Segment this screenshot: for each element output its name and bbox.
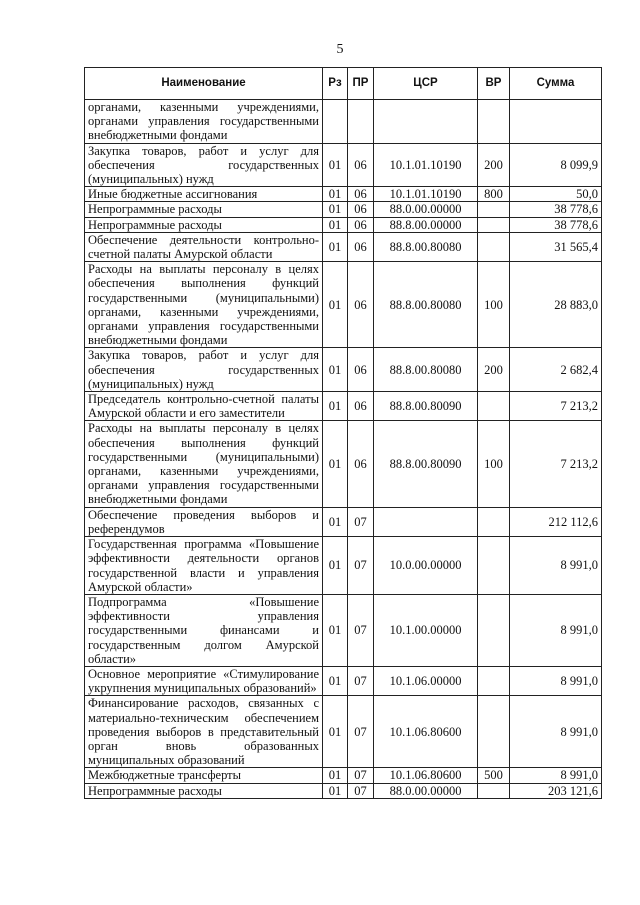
- header-name: Наименование: [85, 68, 323, 100]
- cell-csr: 10.1.06.80600: [374, 696, 478, 768]
- table-row: [85, 696, 602, 768]
- cell-sum: 8 991,0: [510, 666, 602, 695]
- table-header-row: [85, 68, 602, 100]
- table-row: [85, 217, 602, 232]
- cell-csr: 10.1.06.00000: [374, 666, 478, 695]
- cell-name: Расходы на выплаты персоналу в целях обеспечения выполнения функций государственными (муниципальными) органами, казенными учреждениями, органами управления государственными внебюджетными фондами: [85, 262, 323, 348]
- cell-pr: 06: [348, 262, 374, 348]
- cell-pr: 07: [348, 666, 374, 695]
- cell-sum: 203 121,6: [510, 783, 602, 798]
- cell-sum: 28 883,0: [510, 262, 602, 348]
- table-row: [85, 143, 602, 187]
- cell-sum: 8 991,0: [510, 768, 602, 783]
- cell-pr: 07: [348, 507, 374, 536]
- cell-pr: 06: [348, 202, 374, 217]
- cell-vr: 200: [478, 348, 510, 392]
- budget-table: [84, 67, 602, 799]
- cell-vr: [478, 232, 510, 261]
- cell-name: Непрограммные расходы: [85, 202, 323, 217]
- cell-vr: [478, 537, 510, 595]
- cell-pr: 06: [348, 187, 374, 202]
- cell-sum: 38 778,6: [510, 217, 602, 232]
- cell-vr: [478, 100, 510, 144]
- header-csr: ЦСР: [374, 68, 478, 100]
- cell-sum: [510, 100, 602, 144]
- table-row: [85, 666, 602, 695]
- cell-rz: 01: [323, 696, 348, 768]
- cell-name: Непрограммные расходы: [85, 783, 323, 798]
- cell-rz: 01: [323, 217, 348, 232]
- table-row: [85, 783, 602, 798]
- header-vr: ВР: [478, 68, 510, 100]
- cell-vr: 200: [478, 143, 510, 187]
- cell-csr: 88.8.00.80080: [374, 262, 478, 348]
- cell-pr: 06: [348, 143, 374, 187]
- cell-vr: 100: [478, 421, 510, 507]
- cell-csr: 88.8.00.80080: [374, 232, 478, 261]
- cell-name: Обеспечение проведения выборов и референдумов: [85, 507, 323, 536]
- cell-name: Обеспечение деятельности контрольно-счетной палаты Амурской области: [85, 232, 323, 261]
- cell-rz: 01: [323, 421, 348, 507]
- cell-rz: 01: [323, 594, 348, 666]
- table-row: [85, 202, 602, 217]
- header-sum: Сумма: [510, 68, 602, 100]
- cell-name: Закупка товаров, работ и услуг для обеспечения государственных (муниципальных) нужд: [85, 143, 323, 187]
- cell-rz: 01: [323, 537, 348, 595]
- table-row: [85, 100, 602, 144]
- cell-sum: 8 991,0: [510, 594, 602, 666]
- cell-csr: 88.8.00.80080: [374, 348, 478, 392]
- cell-name: Закупка товаров, работ и услуг для обеспечения государственных (муниципальных) нужд: [85, 348, 323, 392]
- cell-name: Подпрограмма «Повышение эффективности управления государственными финансами и государственным долгом Амурской области»: [85, 594, 323, 666]
- cell-pr: 07: [348, 783, 374, 798]
- cell-name: Председатель контрольно-счетной палаты Амурской области и его заместители: [85, 392, 323, 421]
- cell-rz: 01: [323, 202, 348, 217]
- cell-vr: 500: [478, 768, 510, 783]
- cell-csr: 88.8.00.80090: [374, 421, 478, 507]
- cell-csr: 88.8.00.80090: [374, 392, 478, 421]
- cell-pr: 07: [348, 594, 374, 666]
- cell-name: Государственная программа «Повышение эффективности деятельности органов государственной власти и управления Амурской области»: [85, 537, 323, 595]
- cell-csr: 88.0.00.00000: [374, 783, 478, 798]
- cell-sum: 7 213,2: [510, 421, 602, 507]
- cell-vr: [478, 594, 510, 666]
- header-pr: ПР: [348, 68, 374, 100]
- cell-sum: 31 565,4: [510, 232, 602, 261]
- cell-pr: 07: [348, 696, 374, 768]
- cell-vr: [478, 783, 510, 798]
- cell-sum: 8 099,9: [510, 143, 602, 187]
- cell-rz: 01: [323, 348, 348, 392]
- cell-rz: 01: [323, 666, 348, 695]
- cell-sum: 2 682,4: [510, 348, 602, 392]
- cell-pr: 06: [348, 392, 374, 421]
- cell-sum: 212 112,6: [510, 507, 602, 536]
- cell-pr: 07: [348, 768, 374, 783]
- cell-name: Иные бюджетные ассигнования: [85, 187, 323, 202]
- cell-pr: 06: [348, 232, 374, 261]
- cell-csr: 88.8.00.00000: [374, 217, 478, 232]
- cell-sum: 38 778,6: [510, 202, 602, 217]
- cell-rz: 01: [323, 783, 348, 798]
- cell-csr: 10.1.06.80600: [374, 768, 478, 783]
- cell-name: Межбюджетные трансферты: [85, 768, 323, 783]
- cell-vr: [478, 666, 510, 695]
- cell-sum: 8 991,0: [510, 696, 602, 768]
- cell-csr: 10.1.00.00000: [374, 594, 478, 666]
- cell-rz: [323, 100, 348, 144]
- cell-pr: 06: [348, 348, 374, 392]
- cell-rz: 01: [323, 392, 348, 421]
- cell-pr: [348, 100, 374, 144]
- cell-vr: [478, 392, 510, 421]
- cell-vr: 100: [478, 262, 510, 348]
- cell-csr: 10.0.00.00000: [374, 537, 478, 595]
- cell-name: Финансирование расходов, связанных с материально-техническим обеспечением проведения выборов в представительный орган вновь образованных муниципальных образований: [85, 696, 323, 768]
- cell-csr: 88.0.00.00000: [374, 202, 478, 217]
- cell-rz: 01: [323, 232, 348, 261]
- cell-rz: 01: [323, 507, 348, 536]
- page-number: 5: [336, 42, 344, 57]
- table-row: [85, 262, 602, 348]
- cell-csr: 10.1.01.10190: [374, 187, 478, 202]
- cell-csr: 10.1.01.10190: [374, 143, 478, 187]
- cell-sum: 50,0: [510, 187, 602, 202]
- cell-sum: 7 213,2: [510, 392, 602, 421]
- table-row: [85, 392, 602, 421]
- cell-pr: 06: [348, 217, 374, 232]
- table-row: [85, 768, 602, 783]
- cell-csr: [374, 100, 478, 144]
- cell-vr: 800: [478, 187, 510, 202]
- cell-rz: 01: [323, 768, 348, 783]
- cell-vr: [478, 217, 510, 232]
- table-row: [85, 187, 602, 202]
- cell-vr: [478, 202, 510, 217]
- table-row: [85, 232, 602, 261]
- table-row: [85, 594, 602, 666]
- cell-vr: [478, 696, 510, 768]
- cell-name: Основное мероприятие «Стимулирование укрупнения муниципальных образований»: [85, 666, 323, 695]
- table-row: [85, 421, 602, 507]
- cell-vr: [478, 507, 510, 536]
- cell-rz: 01: [323, 187, 348, 202]
- cell-name: органами, казенными учреждениями, органами управления государственными внебюджетными фондами: [85, 100, 323, 144]
- cell-sum: 8 991,0: [510, 537, 602, 595]
- cell-name: Расходы на выплаты персоналу в целях обеспечения выполнения функций государственными (муниципальными) органами, казенными учреждениями, органами управления государственными внебюджетными фондами: [85, 421, 323, 507]
- cell-rz: 01: [323, 143, 348, 187]
- table-row: [85, 348, 602, 392]
- table-row: [85, 507, 602, 536]
- cell-pr: 06: [348, 421, 374, 507]
- cell-rz: 01: [323, 262, 348, 348]
- cell-pr: 07: [348, 537, 374, 595]
- header-rz: Рз: [323, 68, 348, 100]
- cell-csr: [374, 507, 478, 536]
- table-row: [85, 537, 602, 595]
- cell-name: Непрограммные расходы: [85, 217, 323, 232]
